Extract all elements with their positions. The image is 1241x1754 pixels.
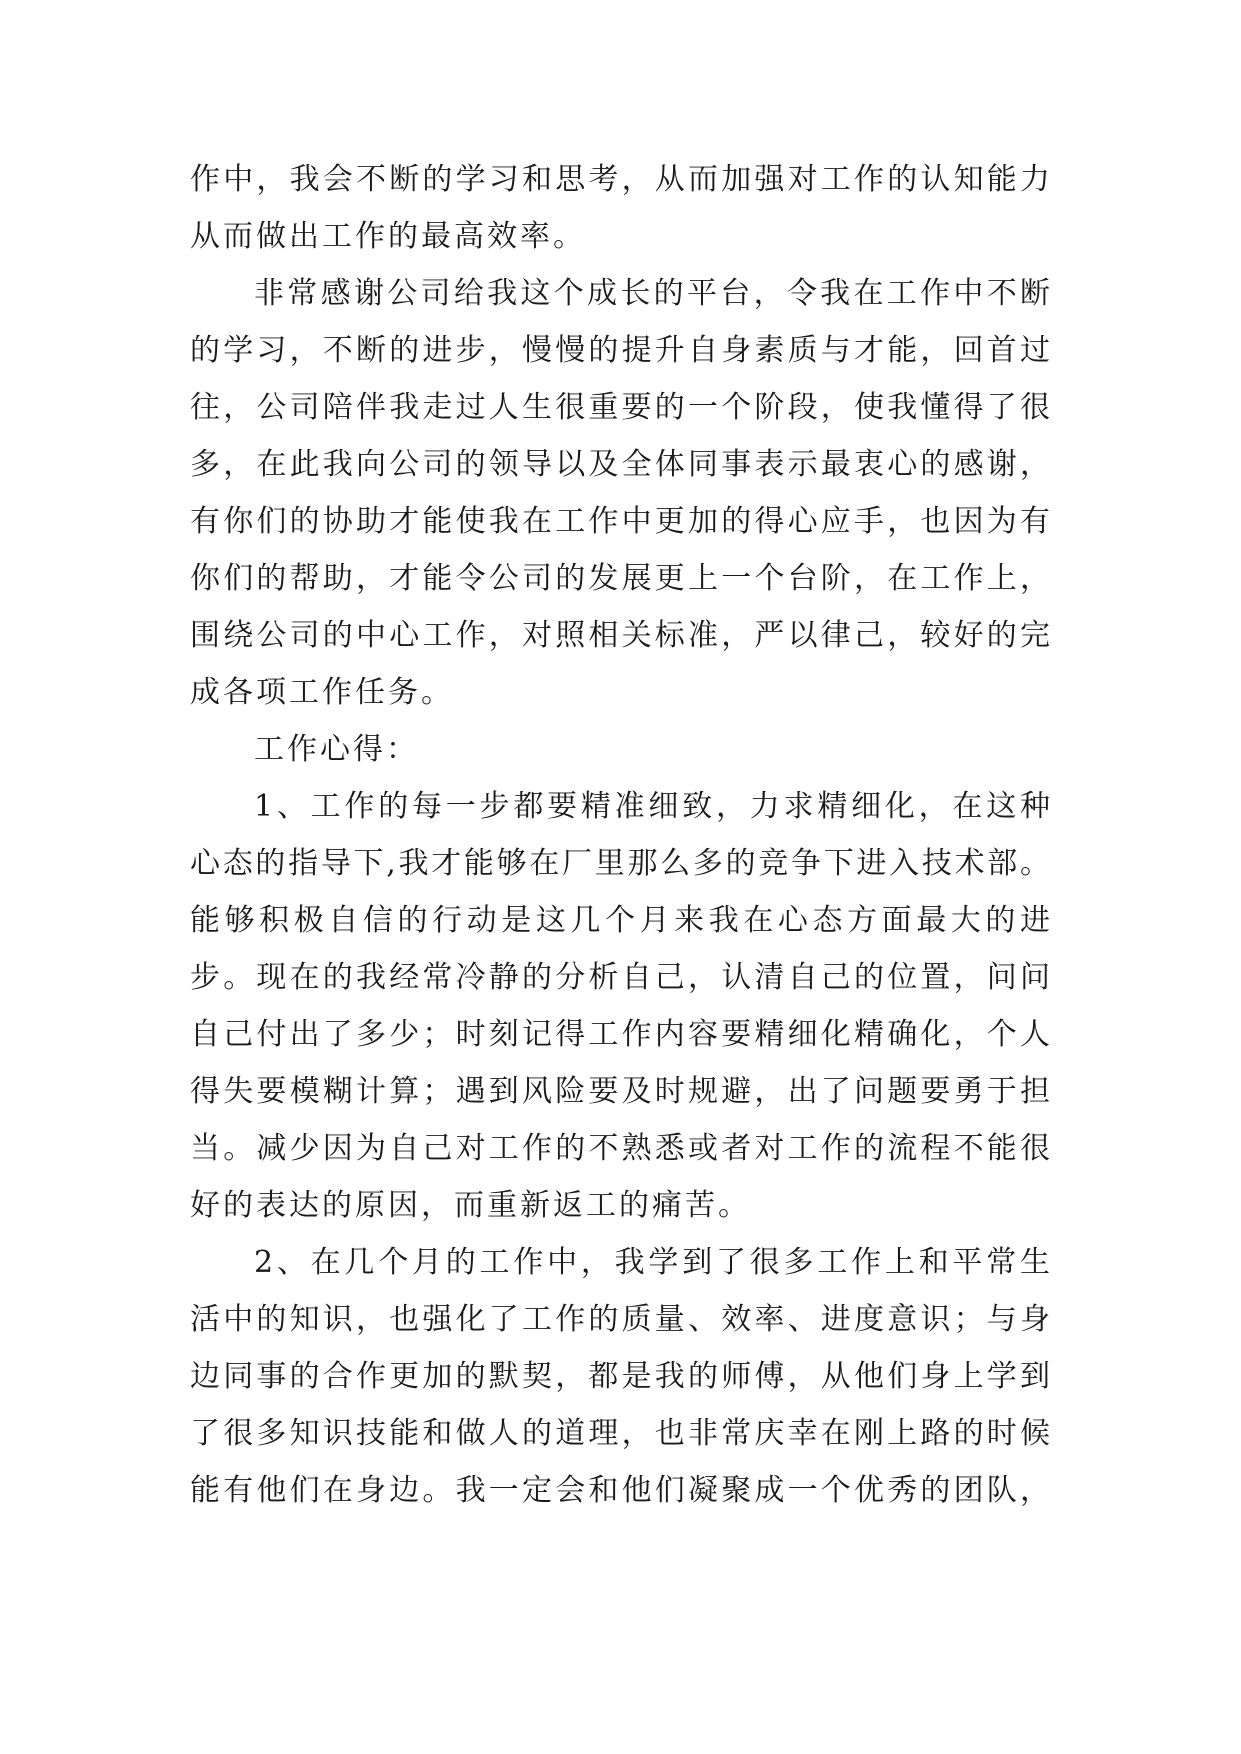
text-line: 你们的帮助，才能令公司的发展更上一个台阶，在工作上， — [190, 561, 1050, 596]
text-line: 边同事的合作更加的默契，都是我的师傅，从他们身上学到 — [190, 1359, 1050, 1394]
text-line: 围绕公司的中心工作，对照相关标准，严以律己，较好的完 — [190, 618, 1050, 653]
text-line: 步。现在的我经常冷静的分析自己，认清自己的位置，问问 — [190, 960, 1050, 995]
section-heading: 工作心得： — [254, 732, 419, 767]
text-line: 的学习，不断的进步，慢慢的提升自身素质与才能，回首过 — [190, 333, 1050, 368]
text-line: 活中的知识，也强化了工作的质量、效率、进度意识；与身 — [190, 1302, 1050, 1337]
text-line: 有你们的协助才能使我在工作中更加的得心应手，也因为有 — [190, 504, 1050, 539]
text-line: 好的表达的原因，而重新返工的痛苦。 — [190, 1188, 751, 1223]
text-line: 往，公司陪伴我走过人生很重要的一个阶段，使我懂得了很 — [190, 390, 1050, 425]
text-line: 作中，我会不断的学习和思考，从而加强对工作的认知能力 — [190, 162, 1050, 197]
text-line: 自己付出了多少；时刻记得工作内容要精细化精确化，个人 — [190, 1017, 1050, 1052]
text-line: 多，在此我向公司的领导以及全体同事表示最衷心的感谢， — [190, 447, 1050, 482]
text-line: 心态的指导下,我才能够在厂里那么多的竞争下进入技术部。 — [190, 846, 1050, 881]
text-line: 能有他们在身边。我一定会和他们凝聚成一个优秀的团队， — [190, 1473, 1050, 1508]
paragraph-first-line: 1、工作的每一步都要精准细致，力求精细化，在这种 — [254, 789, 1050, 824]
paragraph-first-line: 非常感谢公司给我这个成长的平台，令我在工作中不断 — [254, 276, 1050, 311]
text-line: 从而做出工作的最高效率。 — [190, 219, 586, 254]
text-line: 成各项工作任务。 — [190, 675, 454, 710]
text-line: 当。减少因为自己对工作的不熟悉或者对工作的流程不能很 — [190, 1131, 1050, 1166]
text-line: 得失要模糊计算；遇到风险要及时规避，出了问题要勇于担 — [190, 1074, 1050, 1109]
text-line: 能够积极自信的行动是这几个月来我在心态方面最大的进 — [190, 903, 1050, 938]
text-line: 了很多知识技能和做人的道理，也非常庆幸在刚上路的时候 — [190, 1416, 1050, 1451]
paragraph-first-line: 2、在几个月的工作中，我学到了很多工作上和平常生 — [254, 1245, 1050, 1280]
